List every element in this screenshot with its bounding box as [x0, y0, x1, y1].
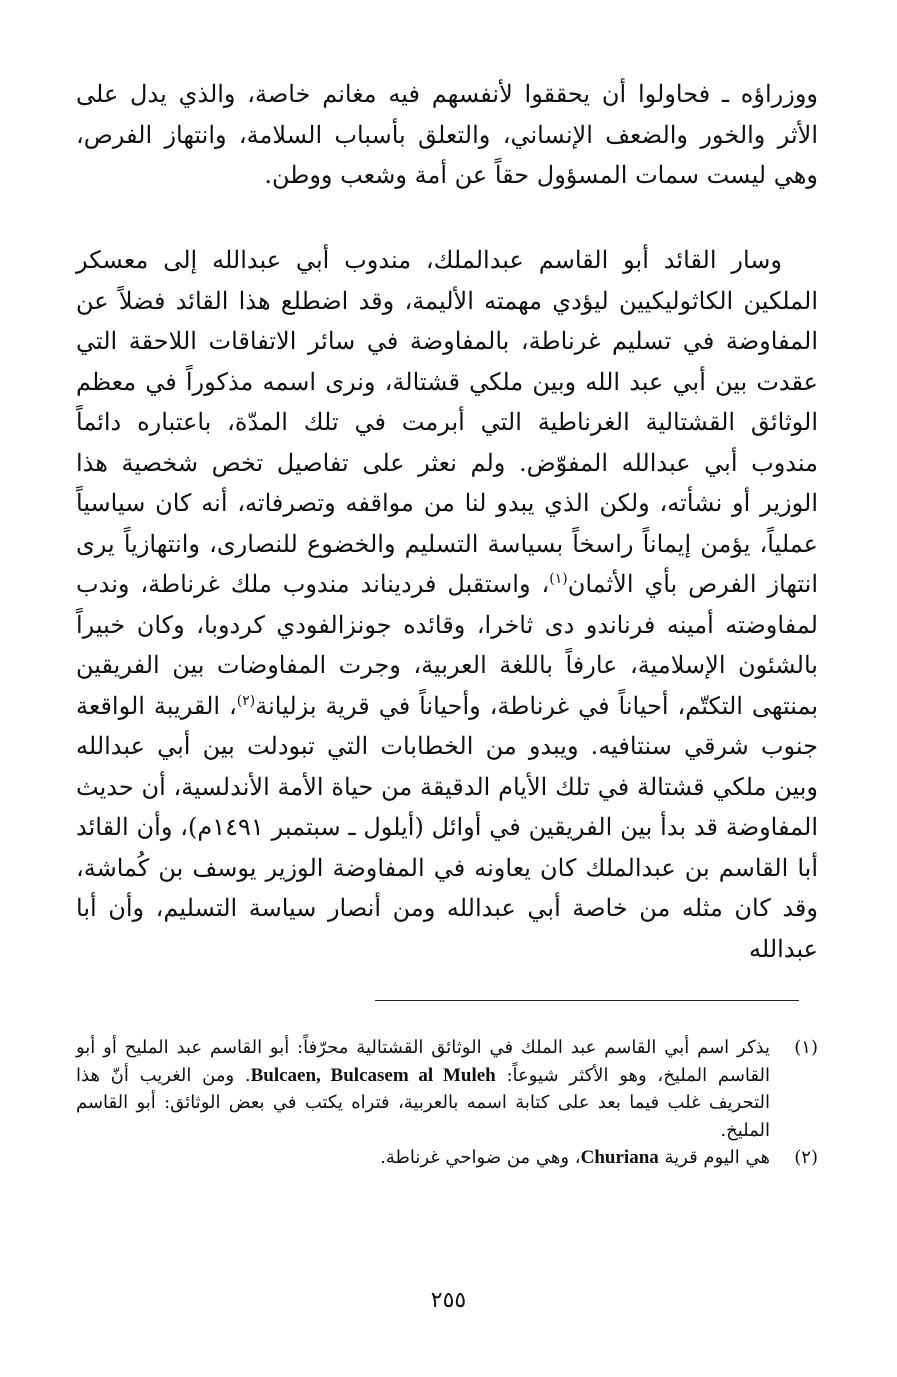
paragraph-continuation	[76, 74, 818, 196]
footnote-latin-name: Churiana	[580, 1147, 659, 1168]
footnote-segment: . ومن الغريب أنّ هذا التحريف غلب فيما بعد على كتابة اسمه بالعربية، فتراه يكتب في بعض الوثائق: أبو القاسم المليخ.	[76, 1064, 770, 1141]
footnote-segment: هي اليوم قرية	[664, 1147, 770, 1168]
footnote-text	[76, 1144, 770, 1172]
footnote-number: (٢)	[794, 1147, 818, 1168]
footnote-item	[76, 1144, 818, 1172]
footnote-segment: ، وهي من ضواحي غرناطة.	[380, 1147, 581, 1168]
footnote-latin-name: Bulcaen, Bulcasem al Muleh	[250, 1064, 496, 1086]
footnote-ref-1[interactable]: (١)	[549, 571, 568, 587]
paragraph-segment: ، القريبة الواقعة جنوب شرقي سنتافيه. ويبدو من الخطابات التي تبودلت بين أبي عبدالله وبين ملكي قشتالة في تلك الأيام الدقيقة من حياة الأمة الأندلسية، أن حديث المفاوضة قد بدأ بين الفريقين في أوائل (أيلول ـ سبتمبر ١٤٩١م)، وأن القائد أبا القاسم بن عبدالملك كان يعاونه في المفاوضة الوزير يوسف بن كُماشة، وقد كان مثله من خاصة أبي عبدالله ومن أنصار سياسة التسليم، وأن أبا عبدالله	[76, 691, 819, 963]
page-number: ٢٥٥	[430, 1288, 467, 1313]
paragraph-main	[76, 240, 818, 969]
footnote-text	[76, 1034, 770, 1144]
paragraph-segment: ، واستقبل فرديناند مندوب ملك غرناطة، وندب لمفاوضته أمينه فرناندو دى ثاخرا، وقائده جونزالفودي كردوبا، وكان خبيراً بالشئون الإسلامية، عارفاً باللغة العربية، وجرت المفاوضات بين الفريقين بمنتهى التكتّم، أحياناً في غرناطة، وأحياناً في قرية بزليانة	[76, 570, 818, 720]
paragraph-text	[76, 240, 818, 969]
footnote-item	[76, 1034, 818, 1144]
footnote-number: (١)	[794, 1037, 818, 1058]
paragraph-segment: وسار القائد أبو القاسم عبدالملك، مندوب أبي عبدالله إلى معسكر الملكين الكاثوليكيين ليؤدي مهمته الأليمة، وقد اضطلع هذا القائد فضلاً عن المفاوضة في تسليم غرناطة، بالمفاوضة في سائر الاتفاقات اللاحقة التي عقدت بين أبي عبد الله وبين ملكي قشتالة، ونرى اسمه مذكوراً في معظم الوثائق القشتالية الغرناطية التي أبرمت في تلك المدّة، باعتباره دائماً مندوب أبي عبدالله المفوّض. ولم نعثر على تفاصيل تخص شخصية هذا الوزير أو نشأته، ولكن الذي يبدو لنا من مواقفه وتصرفاته، أنه كان سياسياً عملياً، يؤمن إيماناً راسخاً بسياسة التسليم والخضوع للنصارى، وانتهازياً يرى انتهاز الفرص بأي الأثمان	[76, 246, 819, 598]
paragraph-text: ووزراؤه ـ فحاولوا أن يحققوا لأنفسهم فيه مغانم خاصة، والذي يدل على الأثر والخور والضعف الإنساني، والتعلق بأسباب السلامة، وانتهاز الفرص، وهي ليست سمات المسؤول حقاً عن أمة وشعب ووطن.	[76, 80, 818, 189]
footnote-divider	[375, 1000, 799, 1001]
footnote-ref-2[interactable]: (٢)	[236, 692, 256, 709]
footnote-segment: يذكر اسم أبي القاسم عبد الملك في الوثائق القشتالية محرّفاً: أبو القاسم عبد المليح أو أبو القاسم المليخ، وهو الأكثر شيوعاً:	[76, 1037, 770, 1086]
footnotes	[76, 1034, 818, 1172]
